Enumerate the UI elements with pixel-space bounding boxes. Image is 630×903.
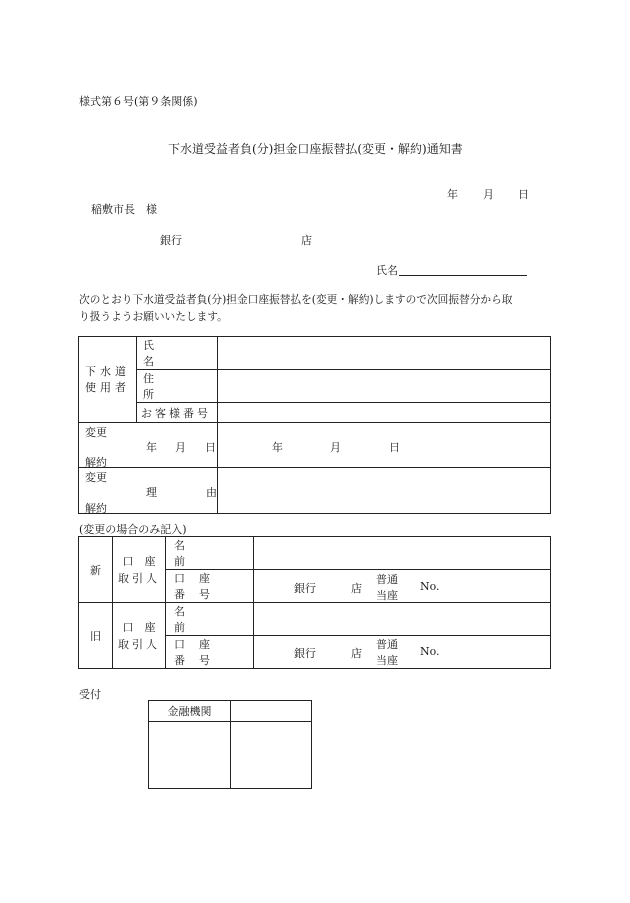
reception-label: 受付 [79, 688, 101, 701]
signature-line[interactable] [399, 262, 527, 276]
addressee: 稲敷市長 様 [91, 203, 157, 216]
old-bank-label: 銀行 [294, 647, 316, 660]
new-no-label: No. [420, 580, 440, 593]
date-value-month: 月 [330, 441, 341, 454]
reason-cancel-label: 解約 [85, 502, 107, 515]
new-name-label: 名前 [166, 537, 254, 570]
new-current-label: 当座 [376, 589, 398, 602]
form-number: 様式第６号(第９条関係) [79, 95, 198, 108]
page-title: 下水道受益者負(分)担金口座振替払(変更・解約)通知書 [168, 142, 463, 156]
old-name-input[interactable] [254, 603, 551, 636]
date-day-label: 日 [518, 188, 529, 201]
institution-header-blank [231, 701, 312, 722]
institution-label: 金融機関 [149, 701, 231, 722]
old-branch-label: 店 [351, 647, 362, 660]
change-year-label: 年 [146, 441, 157, 454]
date-month-label: 月 [483, 188, 494, 201]
new-holder-label: 口 座 取引人 [113, 537, 166, 603]
new-account-input[interactable] [254, 570, 551, 603]
reason-label-cell [79, 468, 266, 515]
change-label: 変更 [85, 426, 107, 439]
new-name-input[interactable] [254, 537, 551, 570]
name-field-label: 氏名 [137, 337, 218, 370]
reason-input[interactable] [218, 468, 551, 514]
user-info-table [78, 336, 551, 514]
old-account-label: 旧 [79, 603, 113, 669]
cancel-label: 解約 [85, 456, 107, 469]
old-name-label: 名前 [166, 603, 254, 636]
user-group-label [79, 337, 137, 423]
bank-label: 銀行 [160, 234, 182, 247]
customer-number-input[interactable] [218, 403, 551, 423]
new-number-label: 口座番号 [166, 570, 254, 603]
address-field-label: 住所 [137, 370, 218, 403]
old-number-label: 口座番号 [166, 636, 254, 669]
reason-change-label: 変更 [85, 471, 107, 484]
date-value-year: 年 [272, 441, 283, 454]
reception-table [148, 700, 312, 789]
new-ordinary-label: 普通 [376, 573, 398, 586]
reception-stamp-box-2[interactable] [231, 722, 312, 789]
intro-text-line1: 次のとおり下水道受益者負(分)担金口座振替払を(変更・解約)しますので次回振替分から取 [79, 293, 513, 306]
new-branch-label: 店 [351, 582, 362, 595]
old-ordinary-label: 普通 [376, 638, 398, 651]
intro-text-line2: り扱うようお願いいたします。 [79, 310, 228, 323]
branch-label: 店 [301, 234, 312, 247]
signature-label: 氏名 [376, 264, 398, 277]
customer-number-label: お客様番号 [137, 403, 218, 423]
change-month-label: 月 [175, 441, 186, 454]
reason-label: 理由 [146, 486, 266, 499]
change-only-note: (変更の場合のみ記入) [79, 523, 187, 536]
old-no-label: No. [420, 645, 440, 658]
old-holder-label: 口 座 取引人 [113, 603, 166, 669]
user-group-label-line2: 使用者 [85, 380, 130, 394]
change-date-input[interactable] [218, 423, 551, 468]
old-current-label: 当座 [376, 654, 398, 667]
name-field-input[interactable] [218, 337, 551, 370]
address-field-input[interactable] [218, 370, 551, 403]
user-group-label-line1: 下水道 [85, 364, 130, 378]
change-day-label: 日 [205, 441, 216, 454]
account-table [78, 536, 551, 669]
new-account-label: 新 [79, 537, 113, 603]
change-date-label-cell [79, 423, 218, 468]
date-year-label: 年 [447, 188, 458, 201]
date-value-day: 日 [389, 441, 400, 454]
old-account-input[interactable] [254, 636, 551, 669]
reception-stamp-box[interactable] [149, 722, 231, 789]
new-bank-label: 銀行 [294, 582, 316, 595]
